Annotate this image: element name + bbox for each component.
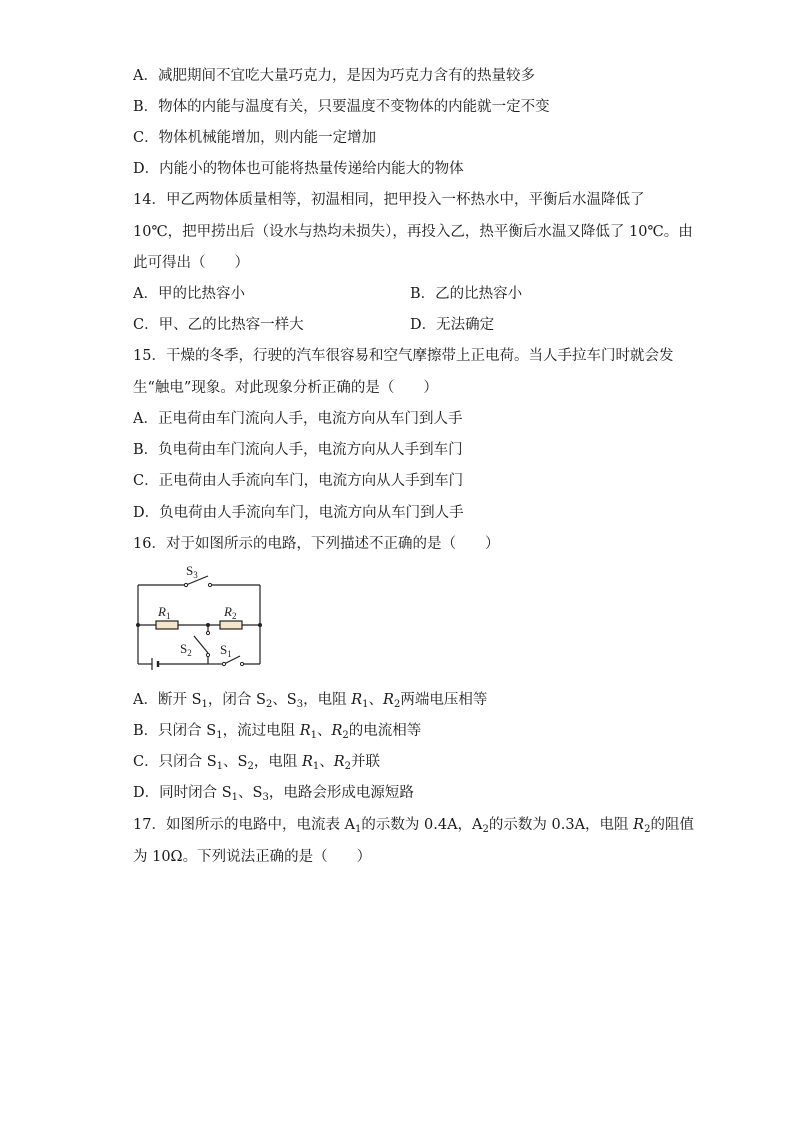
label-r2: $R_2$ <box>224 604 237 621</box>
switch-s3-contact <box>208 583 211 586</box>
q14-option-b: B．乙的比热容小 <box>410 286 523 302</box>
resistor-r2 <box>220 621 242 629</box>
q16-option-c: C．只闭合 $S_1$、$S_2$，电阻 $R_1$、$R_2$并联 <box>133 754 381 772</box>
q14-option-d: D．无法确定 <box>410 317 495 333</box>
label-s1: $S_1$ <box>220 642 232 659</box>
q14-stem-line3: 此可得出（ ） <box>133 255 249 271</box>
q14-options-row2 <box>133 315 693 335</box>
resistor-r1 <box>156 621 178 629</box>
q15-option-d: D．负电荷由人手流向车门，电流方向从车门到人手 <box>133 505 464 521</box>
q14-options-row1 <box>133 284 693 304</box>
q16-option-b: B．只闭合 $S_1$，流过电阻 $R_1$、$R_2$的电流相等 <box>133 723 422 741</box>
q16-option-d: D．同时闭合 $S_1$、$S_3$，电路会形成电源短路 <box>133 785 414 803</box>
q14-stem-line1: 14．甲乙两物体质量相等，初温相同，把甲投入一杯热水中，平衡后水温降低了 <box>133 192 645 208</box>
q15-option-c: C．正电荷由人手流向车门，电流方向从人手到车门 <box>133 473 464 489</box>
q17-stem-line1: 17．如图所示的电路中，电流表 $A_1$的示数为 0.4A，$A_2$的示数为 0.3A，电阻 $R_2$的阻值 <box>133 817 694 835</box>
junction-middle <box>206 623 210 627</box>
circuit-diagram <box>128 563 268 671</box>
label-r1: $R_1$ <box>158 604 171 621</box>
label-s2: $S_2$ <box>180 641 192 658</box>
switch-s1-pivot <box>222 662 225 665</box>
switch-s2-pivot <box>206 653 209 656</box>
q16-option-a: A．断开 $S_1$，闭合 $S_2$、$S_3$，电阻 $R_1$、$R_2$两端电压相等 <box>133 692 488 710</box>
switch-s2-contact <box>206 631 209 634</box>
q13-option-c: C．物体机械能增加，则内能一定增加 <box>133 130 377 146</box>
q16-stem: 16．对于如图所示的电路，下列描述不正确的是（ ） <box>133 536 500 552</box>
q13-option-d: D．内能小的物体也可能将热量传递给内能大的物体 <box>133 161 464 177</box>
q15-stem-line1: 15．干燥的冬季，行驶的汽车很容易和空气摩擦带上正电荷。当人手拉车门时就会发 <box>133 348 674 364</box>
label-s3: $S_3$ <box>186 563 198 580</box>
switch-s3-pivot <box>184 583 187 586</box>
q13-option-a: A．减肥期间不宜吃大量巧克力，是因为巧克力含有的热量较多 <box>133 68 535 84</box>
q15-option-a: A．正电荷由车门流向人手，电流方向从车门到人手 <box>133 411 463 427</box>
q13-option-b: B．物体的内能与温度有关，只要温度不变物体的内能就一定不变 <box>133 99 550 115</box>
q17-stem-line2: 为 10Ω。下列说法正确的是（ ） <box>133 849 372 865</box>
switch-s2-blade <box>194 636 208 653</box>
q14-stem-line2: 10℃，把甲捞出后（设水与热均未损失），再投入乙，热平衡后水温又降低了 10℃。由 <box>133 224 693 240</box>
junction-left <box>136 623 140 627</box>
switch-s1-contact <box>240 662 243 665</box>
q15-stem-line2: 生“触电”现象。对此现象分析正确的是（ ） <box>133 380 438 396</box>
junction-right <box>258 623 262 627</box>
q14-option-a: A．甲的比热容小 <box>133 286 245 302</box>
q15-option-b: B．负电荷由车门流向人手，电流方向从人手到车门 <box>133 442 463 458</box>
q14-option-c: C．甲、乙的比热容一样大 <box>133 317 304 333</box>
